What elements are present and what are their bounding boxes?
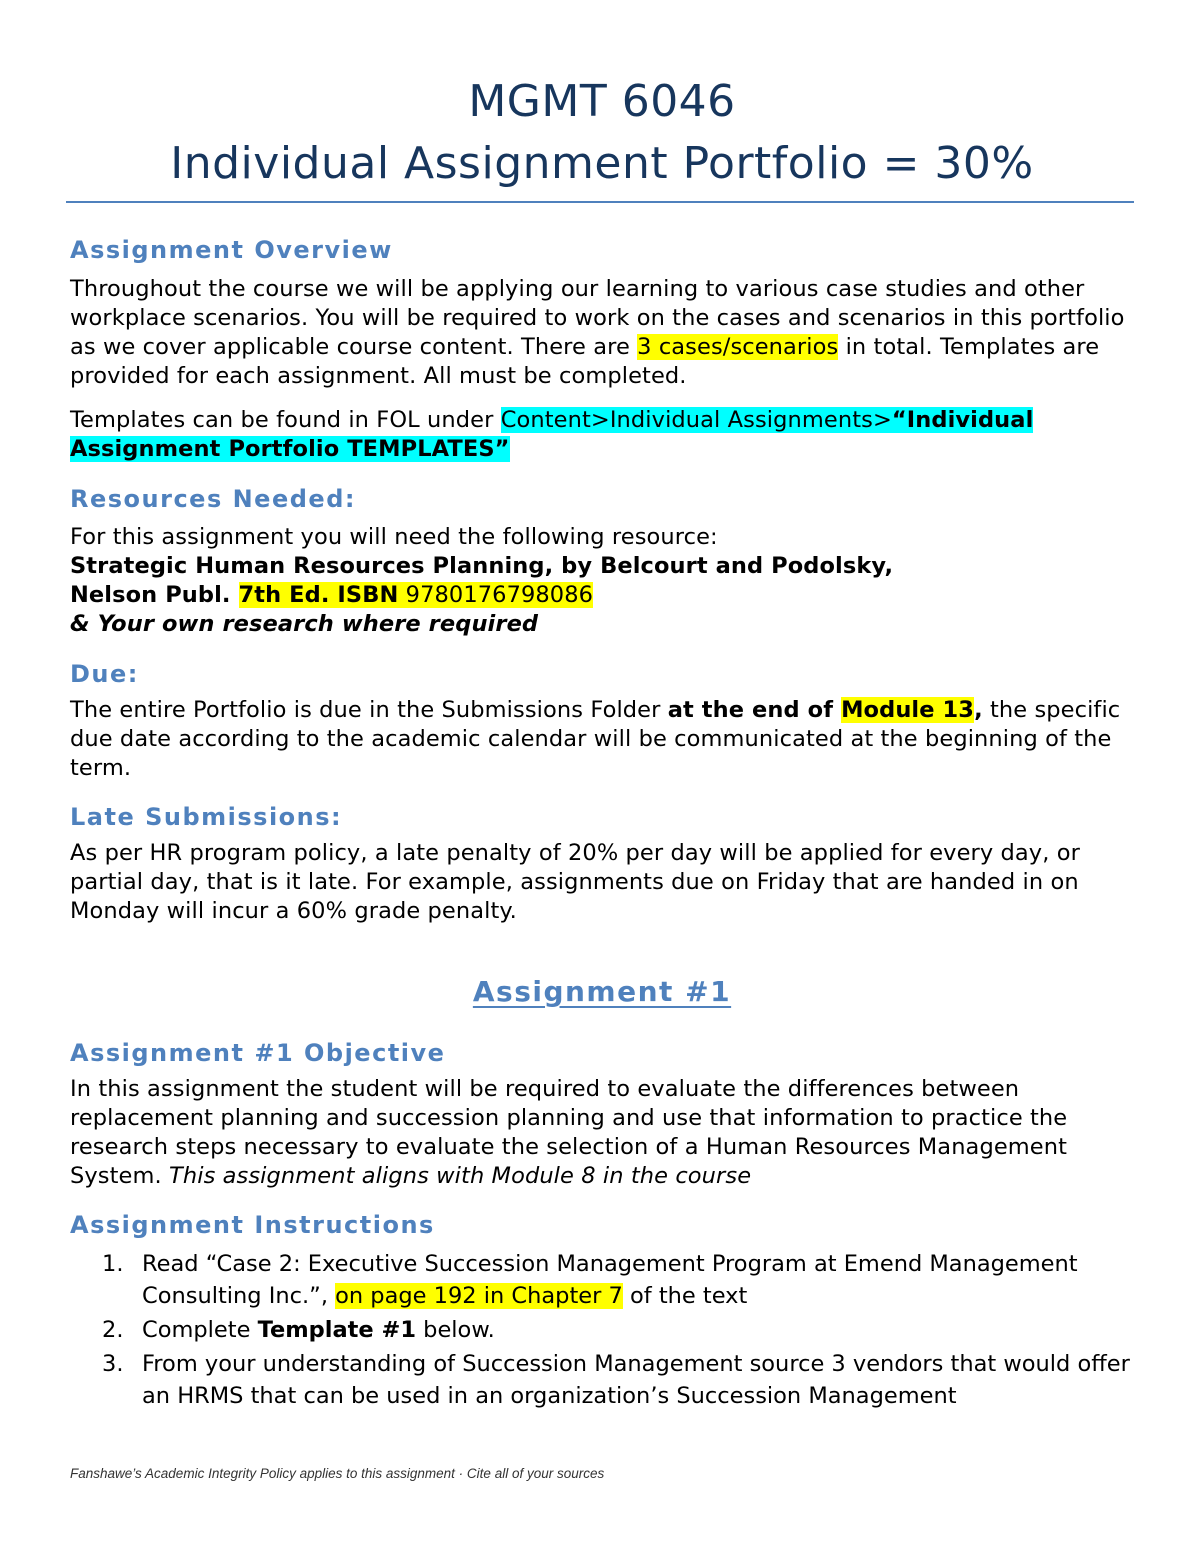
instruction-steps: [70, 1248, 1140, 1414]
late-heading: Late Submissions:: [70, 803, 343, 831]
templates-text: Templates can be found in FOL under: [70, 407, 501, 433]
templates-location-paragraph: [70, 406, 1140, 464]
page-reference-highlight: on page 192 in Chapter 7: [335, 1283, 623, 1309]
publisher: Nelson Publ.: [70, 582, 239, 608]
title-divider: [66, 201, 1134, 203]
step-2-text-end: below.: [416, 1317, 495, 1343]
objective-module-alignment: This assignment aligns with Module 8 in the course: [169, 1163, 752, 1189]
due-bold-text: at the end of: [667, 697, 842, 723]
late-paragraph: As per HR program policy, a late penalty of 20% per day will be applied for every day, or partial day, that is it late. For example, assignments due on Friday that are handed in on Monday will incur a 60% grade penalty.: [70, 840, 1080, 924]
objective-heading: Assignment #1 Objective: [70, 1039, 446, 1067]
overview-text-b: in total. Templates are provided for each assignment. All must be completed.: [70, 334, 1100, 389]
isbn-number: 9780176798086: [398, 582, 594, 608]
overview-paragraph: [70, 275, 1140, 391]
templates-folder-name: “Individual Assignment Portfolio TEMPLATES”: [70, 407, 1034, 462]
edition-isbn-label: 7th Ed. ISBN: [238, 582, 399, 608]
document-title: Individual Assignment Portfolio = 30%: [170, 138, 1034, 189]
step-number: 3.: [102, 1351, 124, 1377]
resources-intro: For this assignment you will need the following resource:: [70, 524, 718, 550]
instruction-step-2: [70, 1314, 1140, 1346]
due-comma: ,: [974, 697, 983, 723]
templates-path-highlight: Content>Individual Assignments>: [500, 407, 892, 433]
course-code-title: MGMT 6046: [468, 76, 736, 127]
due-module-highlight: Module 13: [841, 697, 975, 723]
step-number: 1.: [102, 1251, 124, 1277]
resources-heading: Resources Needed:: [70, 485, 356, 513]
assignment-1-heading: Assignment #1: [472, 975, 732, 1008]
overview-heading: Assignment Overview: [70, 236, 393, 264]
step-1-text: Read “Case 2: Executive Succession Management Program at Emend Management Consulting Inc.”,: [142, 1251, 1078, 1309]
instruction-step-1: [70, 1248, 1140, 1312]
objective-text: In this assignment the student will be required to evaluate the differences between replacement planning and succession planning and use that information to practice the research steps necessary to evaluate the selection of a Human Resources Management System.: [70, 1076, 1068, 1189]
own-research-note: & Your own research where required: [70, 611, 539, 637]
due-paragraph: [70, 696, 1140, 783]
step-2-text: Complete: [142, 1317, 258, 1343]
template-name: Template #1: [257, 1317, 417, 1343]
textbook-details: [70, 581, 1140, 610]
cases-count-highlight: 3 cases/scenarios: [637, 334, 839, 360]
step-number: 2.: [102, 1317, 124, 1343]
textbook-title: Strategic Human Resources Planning, by Belcourt and Podolsky,: [70, 553, 894, 579]
objective-paragraph: [70, 1075, 1140, 1191]
step-1-text-end: of the text: [622, 1283, 748, 1309]
page-footer: Fanshawe’s Academic Integrity Policy applies to this assignment · Cite all of your sources: [70, 1466, 605, 1481]
instructions-heading: Assignment Instructions: [70, 1211, 435, 1239]
overview-text-a: Throughout the course we will be applying our learning to various case studies and other workplace scenarios. You will be required to work on the cases and scenarios in this portfolio as we cover applicable course content. There are: [70, 276, 1125, 360]
due-text-b: the specific due date according to the academic calendar will be communicated at the beginning of the term.: [70, 697, 1121, 781]
due-heading: Due:: [70, 660, 139, 688]
step-3-text: From your understanding of Succession Management source 3 vendors that would offer an HRMS that can be used in an organization’s Succession Management: [142, 1351, 1130, 1409]
instruction-step-3: [70, 1348, 1140, 1412]
due-text-a: The entire Portfolio is due in the Submissions Folder: [70, 697, 668, 723]
